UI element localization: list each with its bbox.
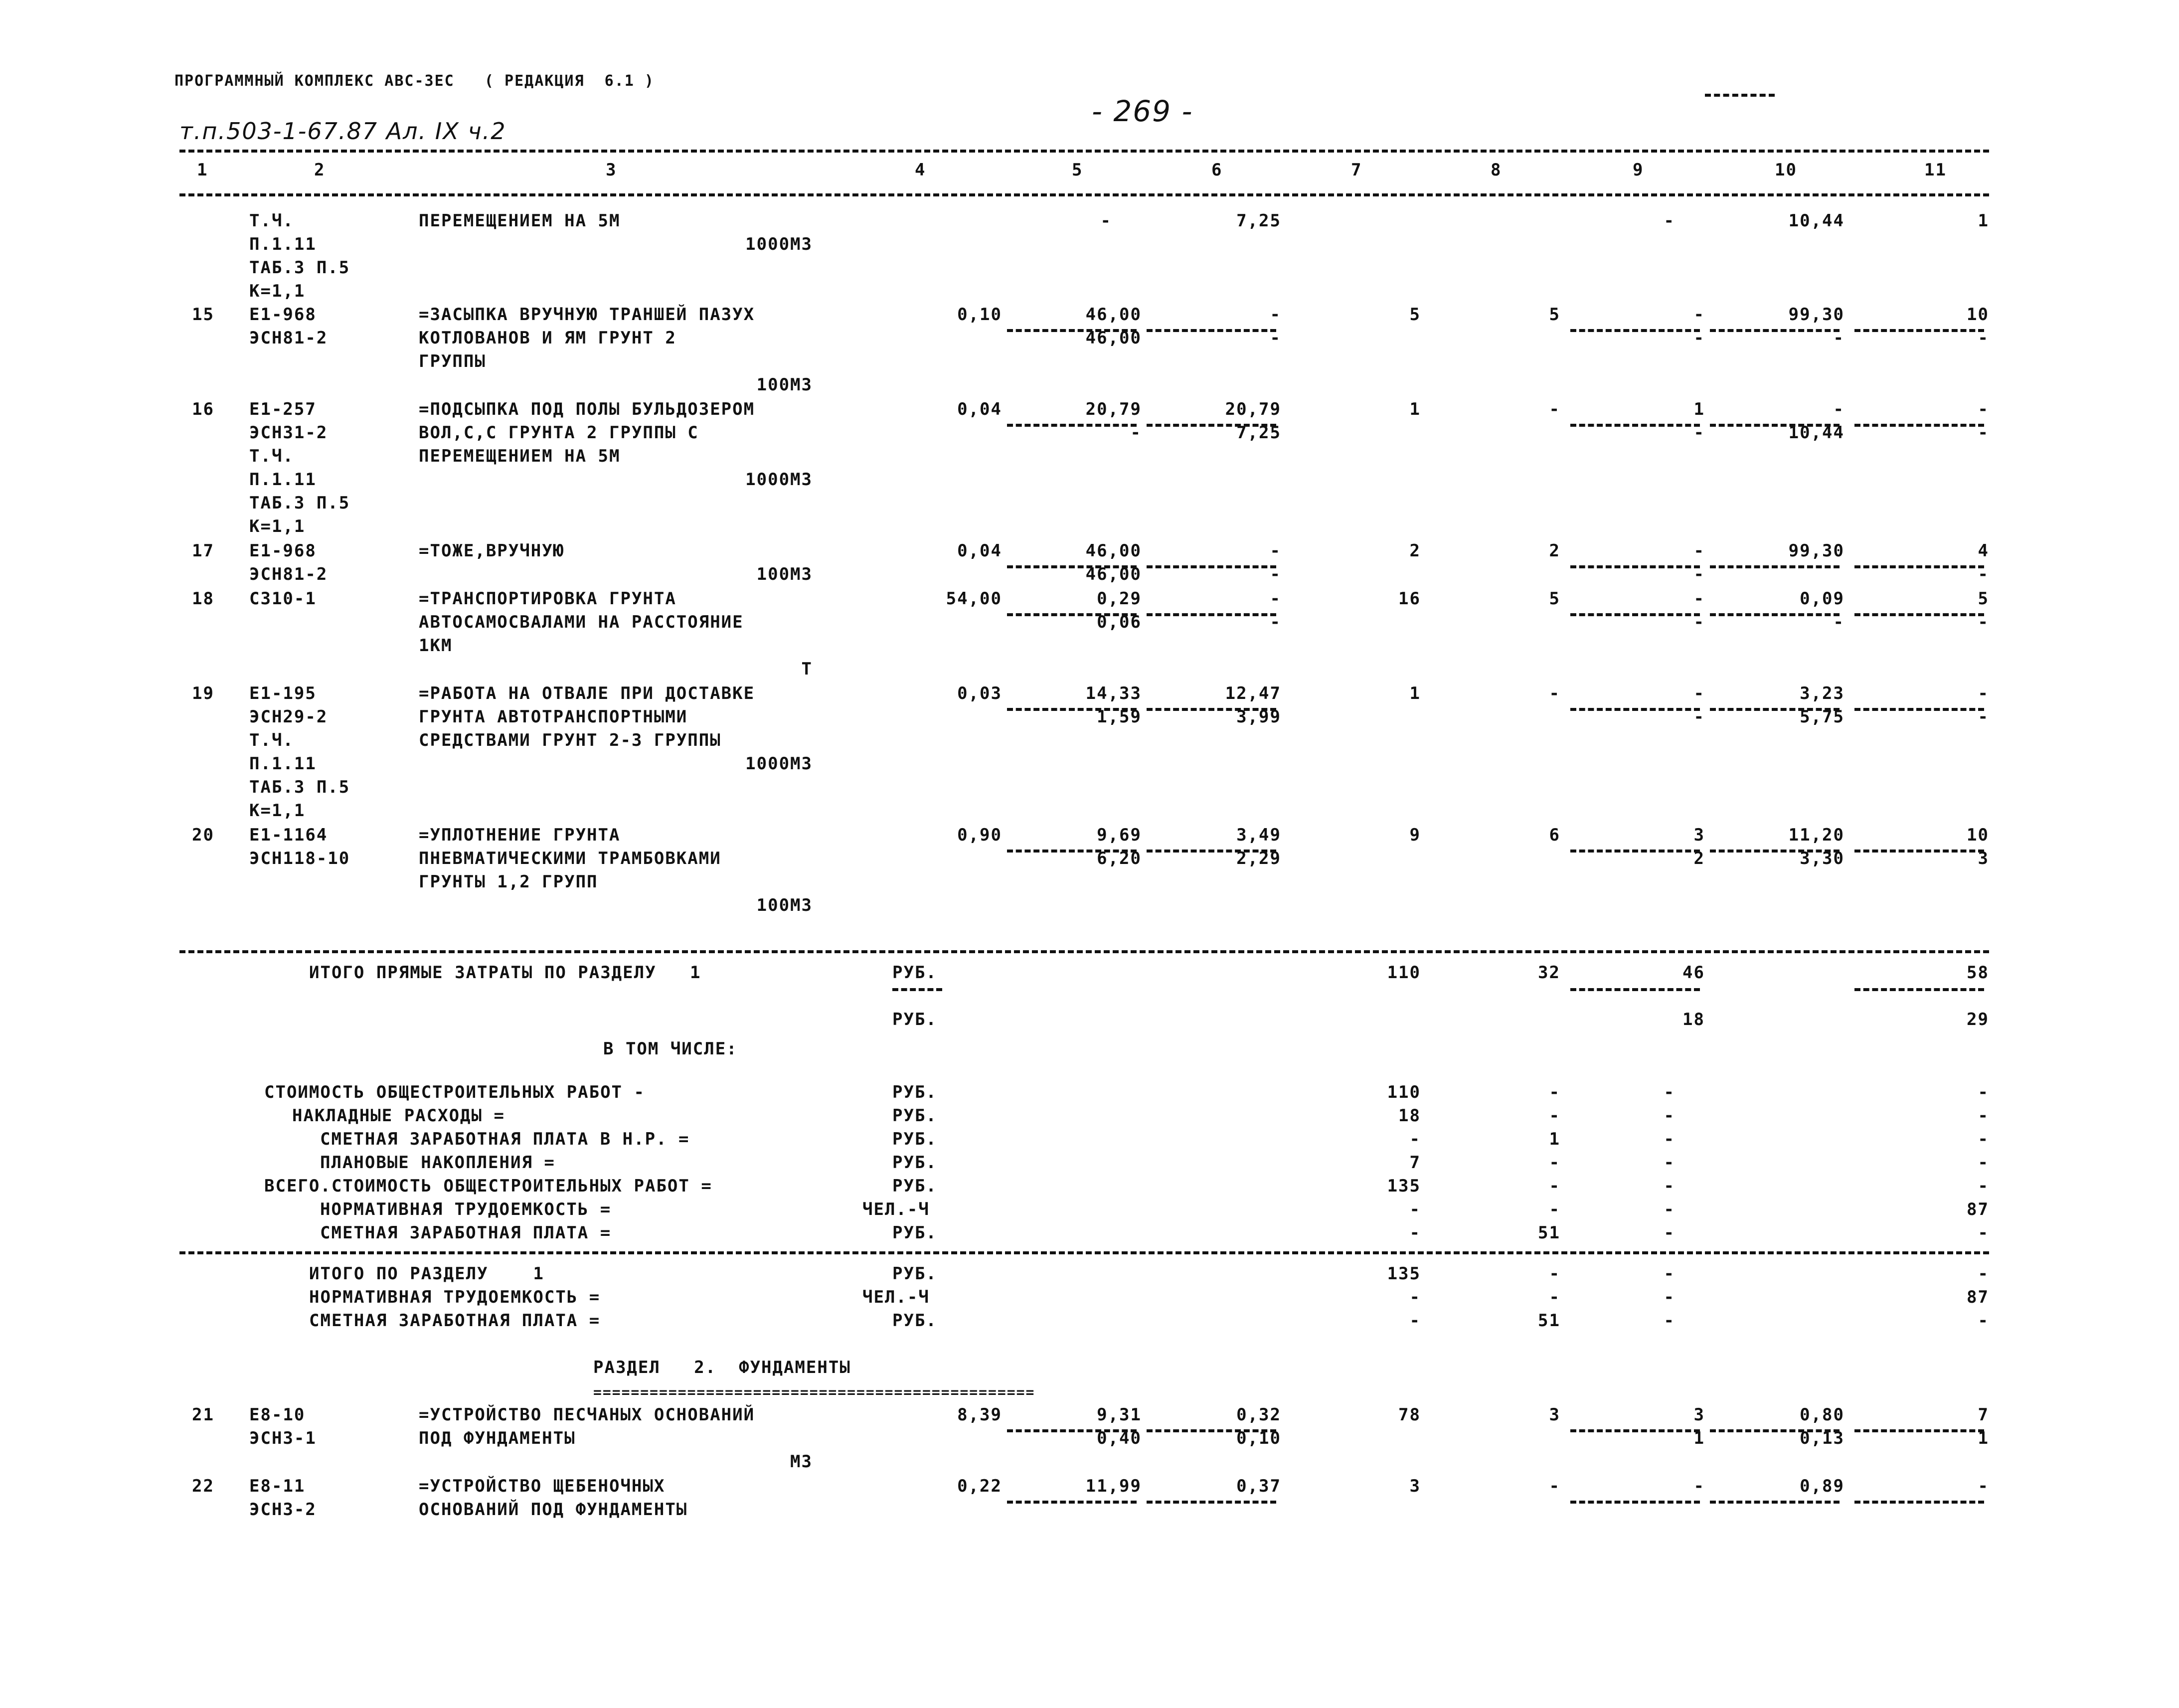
cell-value: 10,44 [1788,211,1844,231]
column-number: 9 [1633,160,1644,180]
labor-machinists-total: - [1978,612,1989,632]
total-wages: 1 [1549,1129,1560,1149]
unit-cost-total: 14,33 [1085,683,1142,703]
total-cost: 16 [1398,589,1421,609]
justification-code: Е1-968 [249,305,317,325]
column-split-rule [1710,1501,1840,1504]
column-number: 3 [606,160,617,180]
column-split-rule [1570,988,1700,991]
labor-total: - [1978,683,1989,703]
section-total-rule [179,1251,1989,1254]
work-description: =ТРАНСПОРТИРОВКА ГРУНТА [419,589,676,609]
total-cost: - [1409,1199,1421,1219]
justification-code: К=1,1 [249,281,306,301]
justification-code: ЭСН3-1 [249,1428,317,1448]
unit-of-measure: 100М3 [756,564,813,584]
unit-of-measure: 1000М3 [745,234,813,254]
column-number: 4 [915,160,926,180]
labor-total: - [1978,1476,1989,1496]
total-wages: 51 [1538,1223,1560,1243]
labor-total: - [1978,1106,1989,1126]
total-cost: 9 [1409,825,1421,845]
total-cost: 1 [1409,683,1421,703]
labor-total: - [1978,1223,1989,1243]
unit-cost-total: 46,00 [1085,305,1142,325]
quantity: 8,39 [957,1405,1002,1425]
header-top-rule [179,150,1989,153]
quantity: 0,10 [957,305,1002,325]
total-wages: 5 [1549,305,1560,325]
labor-total: - [1978,1129,1989,1149]
total-machines: - [1664,1153,1675,1173]
total-cost: 110 [1387,963,1421,983]
unit-cost-machine-wages: - [1270,612,1281,632]
unit-cost-wages: 0,40 [1097,1428,1142,1448]
work-description: ПОД ФУНДАМЕНТЫ [419,1428,576,1448]
justification-code: Е8-10 [249,1405,306,1425]
labor-machinists-total: - [1978,423,1989,443]
labor-machinists-unit: 0,13 [1800,1428,1844,1448]
unit-cost-total: 0,29 [1097,589,1142,609]
total-machines: 3 [1693,1405,1705,1425]
unit-label: РУБ. [892,1153,937,1173]
column-split-rule [1007,1501,1137,1504]
labor-machinists-unit: - [1833,328,1844,348]
unit-cost-machine-wages: 3,99 [1236,707,1281,727]
total-machine-wages: 1 [1693,1428,1705,1448]
labor-total: 87 [1967,1287,1989,1307]
row-number: 16 [192,399,214,419]
column-number: 11 [1924,160,1947,180]
total-wages: 2 [1549,541,1560,561]
labor-total: - [1978,399,1989,419]
unit-of-measure: 100М3 [756,895,813,915]
justification-code: П.1.11 [249,470,317,490]
total-cost: 78 [1398,1405,1421,1425]
total-machines: - [1693,1476,1705,1496]
unit-cost-total: 46,00 [1085,541,1142,561]
section-title: РАЗДЕЛ 2. ФУНДАМЕНТЫ [593,1358,851,1377]
column-split-rule [1570,1501,1700,1504]
total-wages: 32 [1538,963,1560,983]
justification-code: ЭСН31-2 [249,423,328,443]
unit-of-measure: 100М3 [756,375,813,395]
total-wages: - [1549,399,1560,419]
total-machines: - [1693,305,1705,325]
program-title: ПРОГРАММНЫЙ КОМПЛЕКС АВС-ЗЕС ( РЕДАКЦИЯ 6.1 ) [174,72,655,90]
unit-cost-wages: 46,00 [1085,328,1142,348]
row-number: 15 [192,305,214,325]
corner-mark [1705,94,1775,97]
work-description: =УСТРОЙСТВО ЩЕБЕНОЧНЫХ [419,1476,666,1496]
justification-code: ЭСН118-10 [249,849,350,868]
work-description: ПЕРЕМЕЩЕНИЕМ НА 5М [419,446,621,466]
total-wages: 3 [1549,1405,1560,1425]
justification-code: ЭСН3-2 [249,1500,317,1520]
unit-cost-wages: - [1130,423,1142,443]
direct-costs-label: ИТОГО ПРЯМЫЕ ЗАТРАТЫ ПО РАЗДЕЛУ 1 [309,963,701,983]
unit-cost-total: 9,31 [1097,1405,1142,1425]
unit-label: ЧЕЛ.-Ч [862,1199,930,1219]
unit-cost-machines: 0,32 [1236,1405,1281,1425]
work-description: ГРУНТЫ 1,2 ГРУПП [419,872,598,892]
total-cost: 3 [1409,1476,1421,1496]
quantity: 0,03 [957,683,1002,703]
total-machines: - [1664,1264,1675,1284]
total-machines: - [1693,683,1705,703]
work-description: СРЕДСТВАМИ ГРУНТ 2-3 ГРУППЫ [419,730,721,750]
quantity: 0,04 [957,541,1002,561]
total-machines: - [1664,1287,1675,1307]
justification-code: С310-1 [249,589,317,609]
labor-machinists-total: - [1978,564,1989,584]
including-label: В ТОМ ЧИСЛЕ: [603,1039,738,1059]
column-split-rule [1147,1501,1276,1504]
quantity: 0,22 [957,1476,1002,1496]
work-description: КОТЛОВАНОВ И ЯМ ГРУНТ 2 [419,328,676,348]
document-reference: т.п.503-1-67.87 Ал. IX ч.2 [179,118,506,145]
labor-per-unit: - [1833,399,1844,419]
cell-value: 1 [1978,211,1989,231]
unit-label: РУБ. [892,1264,937,1284]
work-description: =ПОДСЫПКА ПОД ПОЛЫ БУЛЬДОЗЕРОМ [419,399,755,419]
work-description: =ЗАСЫПКА ВРУЧНУЮ ТРАНШЕЙ ПАЗУХ [419,305,755,325]
total-machines: 1 [1693,399,1705,419]
breakdown-label: ПЛАНОВЫЕ НАКОПЛЕНИЯ = [320,1153,555,1173]
labor-total: 7 [1978,1405,1989,1425]
justification-code: ЭСН81-2 [249,328,328,348]
unit-cost-wages: 6,20 [1097,849,1142,868]
unit-label: РУБ. [892,1223,937,1243]
labor-per-unit: 11,20 [1788,825,1844,845]
unit-cost-wages: 46,00 [1085,564,1142,584]
work-description: АВТОСАМОСВАЛАМИ НА РАССТОЯНИЕ [419,612,744,632]
total-cost: 18 [1398,1106,1421,1126]
labor-per-unit: 99,30 [1788,541,1844,561]
work-description: 1КМ [419,636,453,656]
breakdown-label: ВСЕГО.СТОИМОСТЬ ОБЩЕСТРОИТЕЛЬНЫХ РАБОТ = [264,1176,712,1196]
unit-cost-machines: 3,49 [1236,825,1281,845]
total-cost: 135 [1387,1176,1421,1196]
labor-machinists-total: - [1978,328,1989,348]
unit-cost-machines: - [1270,305,1281,325]
total-cost: 2 [1409,541,1421,561]
labor-total: 58 [1967,963,1989,983]
labor-total: - [1978,1264,1989,1284]
unit-cost-machines: - [1270,541,1281,561]
total-machine-wages: - [1693,707,1705,727]
unit-cost-machines: 12,47 [1225,683,1281,703]
total-machines: 3 [1693,825,1705,845]
work-description: =РАБОТА НА ОТВАЛЕ ПРИ ДОСТАВКЕ [419,683,755,703]
justification-code: Е8-11 [249,1476,306,1496]
total-wages: - [1549,1264,1560,1284]
column-number: 8 [1491,160,1502,180]
row-number: 18 [192,589,214,609]
labor-total: - [1978,1153,1989,1173]
work-description: ГРУНТА АВТОТРАНСПОРТНЫМИ [419,707,688,727]
unit-cost-machine-wages: 2,29 [1236,849,1281,868]
total-machine-wages: - [1693,564,1705,584]
unit-label: ЧЕЛ.-Ч [862,1287,930,1307]
labor-machinists-unit: 5,75 [1800,707,1844,727]
total-machine-wages: 18 [1682,1010,1705,1029]
unit-rub: РУБ. [892,963,937,983]
justification-code: Т.Ч. [249,446,294,466]
cell-value: 7,25 [1236,211,1281,231]
section-total-label: СМЕТНАЯ ЗАРАБОТНАЯ ПЛАТА = [309,1311,601,1331]
total-machines: 46 [1682,963,1705,983]
total-wages: - [1549,1176,1560,1196]
total-wages: - [1549,1082,1560,1102]
total-cost: 110 [1387,1082,1421,1102]
page-number: - 269 - [1092,94,1193,128]
section-underline: =============================================== [593,1384,1035,1400]
total-machines: - [1664,1199,1675,1219]
total-machines: - [1664,1176,1675,1196]
total-machines: - [1693,541,1705,561]
labor-total: 87 [1967,1199,1989,1219]
total-wages: 5 [1549,589,1560,609]
total-cost: 135 [1387,1264,1421,1284]
justification-code: К=1,1 [249,516,306,536]
total-cost: 1 [1409,399,1421,419]
unit-of-measure: 1000М3 [745,470,813,490]
justification-code: Т.Ч. [249,730,294,750]
labor-machinists-total: - [1978,707,1989,727]
total-machine-wages: - [1693,612,1705,632]
work-description: ГРУППЫ [419,351,486,371]
justification-code: ЭСН81-2 [249,564,328,584]
breakdown-label: НОРМАТИВНАЯ ТРУДОЕМКОСТЬ = [320,1199,612,1219]
justification-code: ТАБ.3 П.5 [249,258,350,278]
labor-total: 4 [1978,541,1989,561]
labor-machinists-total: 29 [1967,1010,1989,1029]
labor-total: - [1978,1311,1989,1331]
section-total-label: ИТОГО ПО РАЗДЕЛУ 1 [309,1264,544,1284]
justification-code: Е1-968 [249,541,317,561]
column-number: 6 [1211,160,1223,180]
row-number: 17 [192,541,214,561]
work-description: =УСТРОЙСТВО ПЕСЧАНЫХ ОСНОВАНИЙ [419,1405,755,1425]
total-machines: - [1664,1082,1675,1102]
justification-code: Т.Ч. [249,211,294,231]
total-machines: - [1664,1311,1675,1331]
breakdown-label: СМЕТНАЯ ЗАРАБОТНАЯ ПЛАТА = [320,1223,612,1243]
labor-total: 10 [1967,825,1989,845]
labor-machinists-unit: 3,30 [1800,849,1844,868]
labor-machinists-unit: 10,44 [1788,423,1844,443]
total-wages: - [1549,1106,1560,1126]
total-wages: - [1549,1153,1560,1173]
unit-rub: РУБ. [892,1010,937,1029]
justification-code: ЭСН29-2 [249,707,328,727]
breakdown-label: НАКЛАДНЫЕ РАСХОДЫ = [292,1106,505,1126]
total-cost: - [1409,1129,1421,1149]
quantity: 0,04 [957,399,1002,419]
justification-code: П.1.11 [249,754,317,774]
total-machines: - [1664,1129,1675,1149]
unit-cost-machine-wages: 0,10 [1236,1428,1281,1448]
total-wages: - [1549,1287,1560,1307]
total-wages: - [1549,683,1560,703]
unit-of-measure: 1000М3 [745,754,813,774]
cell-value: - [1100,211,1112,231]
labor-machinists-unit: - [1833,612,1844,632]
unit-cost-wages: 1,59 [1097,707,1142,727]
row-number: 19 [192,683,214,703]
labor-total: - [1978,1176,1989,1196]
total-wages: 6 [1549,825,1560,845]
work-description: ВОЛ,С,С ГРУНТА 2 ГРУППЫ С [419,423,699,443]
unit-of-measure: М3 [790,1452,813,1472]
labor-per-unit: 99,30 [1788,305,1844,325]
column-split-rule [1854,1501,1984,1504]
row-number: 22 [192,1476,214,1496]
unit-label: РУБ. [892,1129,937,1149]
total-machines: - [1664,1223,1675,1243]
column-number: 5 [1072,160,1083,180]
total-machines: - [1693,589,1705,609]
total-machines: - [1664,1106,1675,1126]
unit-cost-total: 11,99 [1085,1476,1142,1496]
unit-cost-machines: 0,37 [1236,1476,1281,1496]
total-machine-wages: - [1693,423,1705,443]
total-machine-wages: - [1693,328,1705,348]
column-number: 1 [197,160,208,180]
justification-code: Е1-1164 [249,825,328,845]
totals-rule [179,950,1989,953]
quantity: 54,00 [946,589,1002,609]
justification-code: ТАБ.3 П.5 [249,493,350,513]
unit-cost-wages: 0,06 [1097,612,1142,632]
total-cost: - [1409,1311,1421,1331]
work-description: ПНЕВМАТИЧЕСКИМИ ТРАМБОВКАМИ [419,849,721,868]
unit-label: РУБ. [892,1082,937,1102]
column-number: 7 [1351,160,1362,180]
total-machine-wages: 2 [1693,849,1705,868]
justification-code: К=1,1 [249,801,306,821]
total-cost: 7 [1409,1153,1421,1173]
column-split-rule [1854,988,1984,991]
labor-total: 10 [1967,305,1989,325]
labor-per-unit: 0,80 [1800,1405,1844,1425]
unit-cost-machine-wages: - [1270,564,1281,584]
unit-cost-machines: 20,79 [1225,399,1281,419]
section-total-label: НОРМАТИВНАЯ ТРУДОЕМКОСТЬ = [309,1287,601,1307]
unit-of-measure: Т [801,659,813,679]
quantity: 0,90 [957,825,1002,845]
total-cost: - [1409,1223,1421,1243]
labor-machinists-total: 3 [1978,849,1989,868]
labor-total: - [1978,1082,1989,1102]
cell-value: - [1664,211,1675,231]
unit-cost-machine-wages: - [1270,328,1281,348]
unit-split-rule [892,988,942,991]
column-number: 10 [1775,160,1797,180]
row-number: 21 [192,1405,214,1425]
justification-code: Е1-195 [249,683,317,703]
total-wages: 51 [1538,1311,1560,1331]
unit-cost-total: 20,79 [1085,399,1142,419]
breakdown-label: СМЕТНАЯ ЗАРАБОТНАЯ ПЛАТА В Н.Р. = [320,1129,690,1149]
unit-cost-machines: - [1270,589,1281,609]
unit-label: РУБ. [892,1106,937,1126]
unit-label: РУБ. [892,1311,937,1331]
labor-per-unit: 0,89 [1800,1476,1844,1496]
labor-per-unit: 3,23 [1800,683,1844,703]
unit-cost-total: 9,69 [1097,825,1142,845]
total-cost: 5 [1409,305,1421,325]
row-number: 20 [192,825,214,845]
total-cost: - [1409,1287,1421,1307]
justification-code: ТАБ.3 П.5 [249,777,350,797]
breakdown-label: СТОИМОСТЬ ОБЩЕСТРОИТЕЛЬНЫХ РАБОТ - [264,1082,645,1102]
labor-total: 5 [1978,589,1989,609]
unit-label: РУБ. [892,1176,937,1196]
total-wages: - [1549,1199,1560,1219]
header-bottom-rule [179,193,1989,196]
work-description: =УПЛОТНЕНИЕ ГРУНТА [419,825,621,845]
labor-machinists-total: 1 [1978,1428,1989,1448]
justification-code: П.1.11 [249,234,317,254]
total-wages: - [1549,1476,1560,1496]
labor-per-unit: 0,09 [1800,589,1844,609]
work-description: ОСНОВАНИЙ ПОД ФУНДАМЕНТЫ [419,1500,688,1520]
justification-code: Е1-257 [249,399,317,419]
unit-cost-machine-wages: 7,25 [1236,423,1281,443]
work-description: ПЕРЕМЕЩЕНИЕМ НА 5М [419,211,621,231]
column-number: 2 [314,160,326,180]
work-description: =ТОЖЕ,ВРУЧНУЮ [419,541,565,561]
